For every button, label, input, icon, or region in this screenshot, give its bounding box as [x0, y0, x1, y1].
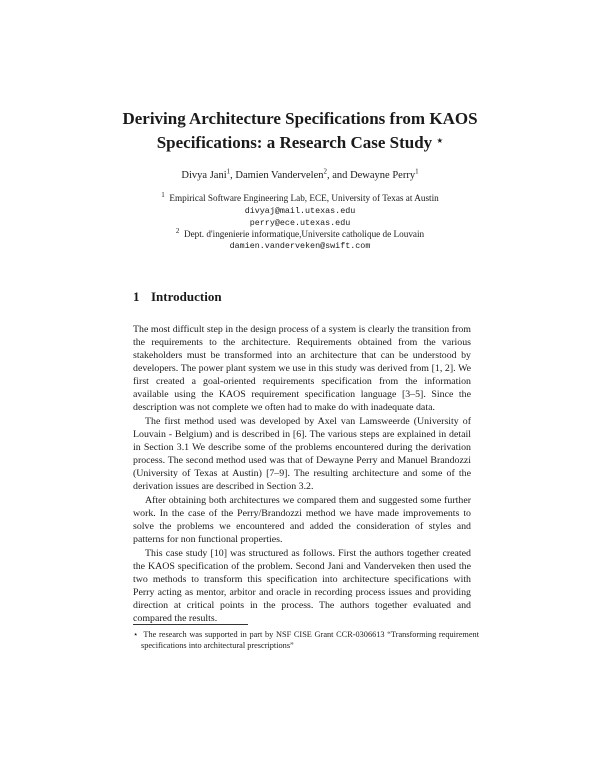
paragraph-4: This case study [10] was structured as follows. First the authors together created the KAOS specification of the problem. Second Jani and Vanderveken then used the two methods to transform this specification into architecture specifications with Perry acting as mentor, arbitor and oracle in recording process issues and providing direction at critical points in the process. The authors together evaluated and compared the results. [133, 548, 471, 624]
footnote-mark: ⋆ [133, 630, 139, 639]
title-line-2-text: Specifications: a Research Case Study [156, 133, 433, 152]
author-3: Dewayne Perry [350, 170, 416, 181]
affiliation-2-mark: 2 [175, 226, 180, 235]
author-list [100, 169, 500, 183]
email-1: divyaj@mail.utexas.edu [244, 206, 356, 216]
section-heading [133, 289, 222, 305]
body-text [133, 323, 471, 625]
author-1-affil: 1 [226, 167, 231, 176]
author-2: Damien Vandervelen [235, 170, 324, 181]
affiliation-1 [100, 192, 500, 204]
affiliation-2-text: Dept. d'ingenierie informatique,Universite catholique de Louvain [183, 229, 425, 239]
email-2: perry@ece.utexas.edu [249, 218, 351, 228]
section-number: 1 [133, 289, 140, 304]
author-1: Divya Jani [181, 170, 227, 181]
section-title: Introduction [151, 289, 222, 304]
paper-title [100, 108, 500, 154]
footnote [133, 629, 479, 651]
author-and: , and [327, 170, 351, 181]
title-line-1: Deriving Architecture Specifications from KAOS [122, 109, 478, 128]
footnote-rule [133, 624, 248, 625]
affiliation-1-mark: 1 [161, 190, 165, 199]
author-3-affil: 1 [415, 167, 419, 176]
paragraph-3: After obtaining both architectures we compared them and suggested some further work. In the case of the Perry/Brandozzi method we have made improvements to solve the problems we encountered and added the consideration of styles and patterns for non functional properties. [133, 495, 471, 545]
paragraph-2: The first method used was developed by Axel van Lamsweerde (University of Louvain - Belgium) and is described in [6]. The various steps are explained in detail in Section 3.1 We describe some of the problems encountered during the derivation process. The second method used was that of Dewayne Perry and Manuel Brandozzi (University of Texas at Austin) [7–9]. The resulting architecture and some of the derivation issues are described in Section 3.2. [133, 416, 471, 492]
author-2-affil: 2 [323, 167, 328, 176]
affiliation-1-text: Empirical Software Engineering Lab, ECE, University of Texas at Austin [169, 193, 439, 203]
title-footnote-mark: ⋆ [436, 135, 444, 147]
email-3: damien.vanderveken@swift.com [229, 241, 371, 251]
paragraph-1: The most difficult step in the design process of a system is clearly the transition from the requirements to the architecture. Requirements obtained from the various stakeholders must be transformed into an architecture that can be understood by developers. The power plant system we use in this study was derived from [1, 2]. We first created a goal-oriented requirements specification from the information available using the KAOS requirement specification language [3–5]. Since the description was not complete we often had to make do with inadequate data. [133, 324, 471, 413]
affiliation-2 [100, 228, 500, 240]
title-line-2 [100, 130, 500, 154]
author-separator: , [230, 170, 236, 181]
footnote-text: The research was supported in part by NSF CISE Grant CCR-0306613 “Transforming requirement specifications into architectural prescriptions” [141, 630, 479, 650]
